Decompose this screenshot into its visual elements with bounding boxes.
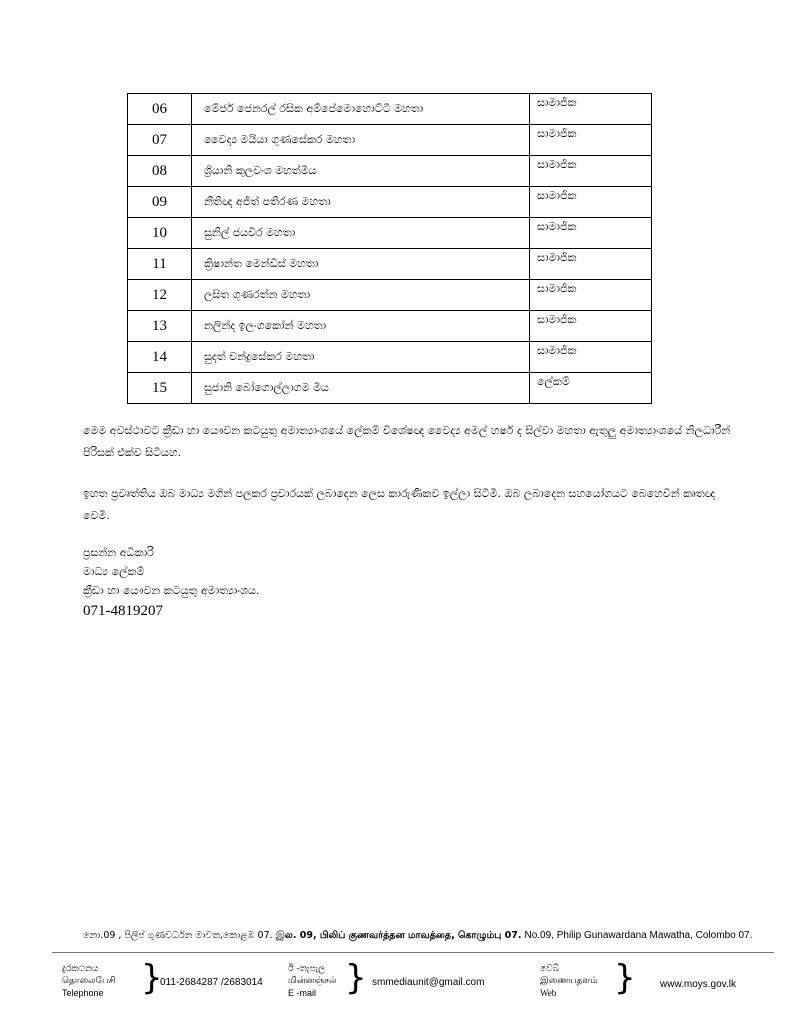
signature-ministry: ක්‍රීඩා හා යෞවන කටයුතු අමාත්‍යාංශය. <box>83 584 260 597</box>
address-sinhala: නො.09 , පිලිප් ගුණවර්ධන මාවත,කොළඹ 07. <box>83 930 273 941</box>
member-name: නීතිඥ අජිත් පතිරණ මහතා <box>192 187 530 218</box>
paragraph-request: ඉහත ප්‍රවෘත්තිය ඔබ මාධ්‍ය මගින් පලකර ප්‍රචාරයක් ලබාදෙන ලෙස කාරුණිකව ඉල්ලා සිටිමි. ඔබ ලබාදෙන සහයෝගයට බෙහෙවින් කෘතඥ වෙමි. <box>83 487 716 522</box>
member-name: සුජානි බෝගොල්ලාගම මිය <box>192 373 530 404</box>
table-row <box>128 125 652 156</box>
member-role: සාමාජික <box>530 280 652 311</box>
member-number: 14 <box>128 342 192 373</box>
member-role: සාමාජික <box>530 94 652 125</box>
member-number: 15 <box>128 373 192 404</box>
member-name: වෛද්‍ය මයියා ගුණසේකර මහතා <box>192 125 530 156</box>
table-row <box>128 218 652 249</box>
member-name: ශ්‍රියානි කුලවංශ මහත්මිය <box>192 156 530 187</box>
table-row <box>128 94 652 125</box>
member-number: 13 <box>128 311 192 342</box>
member-role: සාමාජික <box>530 187 652 218</box>
telephone-label-si: දුරකථනය <box>62 964 99 974</box>
telephone-brace-icon: } <box>141 958 163 998</box>
table-row <box>128 280 652 311</box>
address-english: No.09, Philip Gunawardana Mawatha, Colombo 07. <box>524 930 753 941</box>
member-role: සාමාජික <box>530 342 652 373</box>
member-number: 08 <box>128 156 192 187</box>
member-name: ලසිත ගුණරත්න මහතා <box>192 280 530 311</box>
member-role: සාමාජික <box>530 125 652 156</box>
email-label-en: E -mail <box>288 988 317 998</box>
web-brace-icon: } <box>614 958 636 998</box>
web-labels <box>540 963 598 999</box>
member-role: සාමාජික <box>530 249 652 280</box>
table-row <box>128 373 652 404</box>
footer-divider <box>52 952 774 953</box>
member-role: ලේකම් <box>530 373 652 404</box>
email-value[interactable]: smmediaunit@gmail.com <box>372 977 485 988</box>
member-role: සාමාජික <box>530 311 652 342</box>
web-label-en: Web <box>540 988 557 998</box>
web-label-si: වෙබ් <box>540 964 560 974</box>
member-name: සුනිල් ජයවීර මහතා <box>192 218 530 249</box>
email-label-ta: மின்னஞ்சல் <box>288 976 337 986</box>
member-role: සාමාජික <box>530 156 652 187</box>
member-name: ක්‍රිෂාන්ත මෙන්ඩිස් මහතා <box>192 249 530 280</box>
web-value[interactable]: www.moys.gov.lk <box>660 979 736 990</box>
member-number: 12 <box>128 280 192 311</box>
email-labels <box>288 963 336 999</box>
member-number: 10 <box>128 218 192 249</box>
web-label-ta: இணையதளம் <box>540 976 598 986</box>
telephone-labels <box>62 963 116 999</box>
signature-name: ප්‍රසන්න අධිකාරි <box>83 546 154 559</box>
paragraph-officials: මෙම අවස්ථාවට ක්‍රීඩා හා යෞවන කටයුතු අමාත්‍යාංශයේ ලේකම් විශේෂඥ වෛද්‍ය අමල් හර්ෂ ද සිල්වා මහතා ඇතුලු අමාත්‍යාංශයේ නිලධාරීන් පිරිසක් එක්ව සිටියහ. <box>83 424 731 459</box>
members-table <box>127 93 652 404</box>
member-name: මේජර් ජෙනරල් රසික අම්පේමොහොට්ටි මහතා <box>192 94 530 125</box>
member-name: සුදත් චන්ද්‍රසේකර මහතා <box>192 342 530 373</box>
table-row <box>128 342 652 373</box>
member-role: සාමාජික <box>530 218 652 249</box>
table-row <box>128 156 652 187</box>
member-number: 11 <box>128 249 192 280</box>
telephone-label-ta: தொலைபேசி <box>62 976 116 986</box>
signature-title: මාධ්‍ය ලේකම් <box>83 565 145 578</box>
telephone-label-en: Telephone <box>62 988 104 998</box>
table-row <box>128 249 652 280</box>
signature-phone: 071-4819207 <box>83 603 163 619</box>
member-number: 07 <box>128 125 192 156</box>
table-row <box>128 311 652 342</box>
table-row <box>128 187 652 218</box>
email-label-si: ඊ -තැපැල <box>288 964 325 974</box>
member-number: 06 <box>128 94 192 125</box>
telephone-value: 011-2684287 /2683014 <box>160 977 263 988</box>
address-tamil: இல. 09, பிலிப் குணவர்த்தன மாவத்தை, கொழும்பு 07. <box>275 930 522 941</box>
member-number: 09 <box>128 187 192 218</box>
member-name: නලින්ද ඉලංගකෝන් මහතා <box>192 311 530 342</box>
footer-address <box>83 930 763 942</box>
signature-block <box>83 543 259 622</box>
email-brace-icon: } <box>345 958 367 998</box>
